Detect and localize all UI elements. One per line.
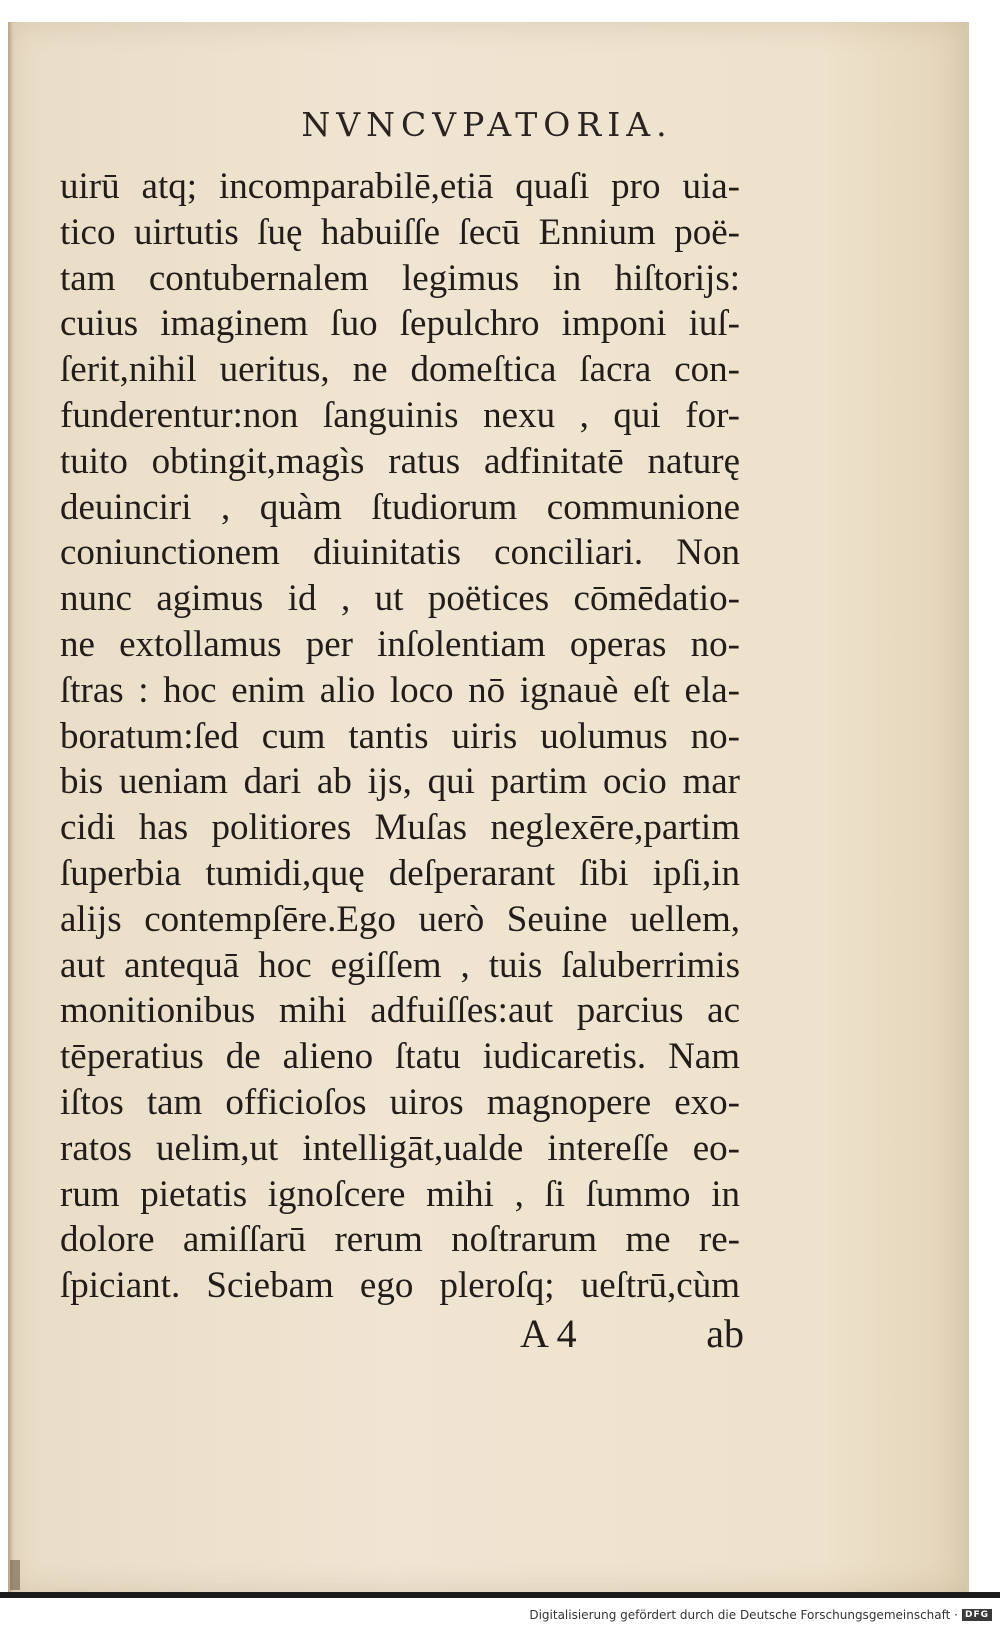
text-line: alijs contempſēre.Ego uerò Seuine uellem, [60, 898, 740, 940]
page-corner-mark [10, 1560, 20, 1590]
signature-mark: A 4 [520, 1311, 577, 1356]
text-line: ſtras : hoc enim alio loco nō ignauè eſt ela- [60, 669, 740, 711]
text-line: boratum:ſed cum tantis uiris uolumus no- [60, 715, 740, 757]
text-line: cuius imaginem ſuo ſepulchro imponi iuſ- [60, 303, 740, 345]
running-head: NVNCVPATORIA. [301, 105, 673, 144]
page-spine-edge [8, 22, 14, 1592]
text-line: tēperatius de alieno ſtatu iudicaretis. Nam [60, 1036, 740, 1078]
text-line: rum pietatis ignoſcere mihi , ſi ſummo in [60, 1173, 740, 1215]
text-line: deuinciri , quàm ſtudiorum communione [60, 486, 740, 528]
text-line: tico uirtutis ſuę habuiſſe ſecū Ennium poë- [60, 211, 740, 253]
dfg-logo-icon: DFG [962, 1609, 992, 1621]
credit-text: Digitalisierung gefördert durch die Deutsche Forschungsgemeinschaft · [529, 1608, 958, 1622]
text-line: ſerit,nihil ueritus, ne domeſtica ſacra con- [60, 349, 740, 391]
text-line: ſpiciant. Sciebam ego pleroſq; ueſtrū,cùm [60, 1265, 740, 1307]
text-line: coniunctionem diuinitatis conciliari. Non [60, 532, 740, 574]
text-line: tuito obtingit,magìs ratus adfinitatē naturę [60, 440, 740, 482]
text-line: monitionibus mihi adfuiſſes:aut parcius ac [60, 990, 740, 1032]
text-line: funderentur:non ſanguinis nexu , qui for- [60, 394, 740, 436]
text-line: tam contubernalem legimus in hiſtorijs: [60, 257, 740, 299]
text-line: ne extollamus per inſolentiam operas no- [60, 623, 740, 665]
scan-bottom-bar [0, 1592, 1000, 1598]
book-page [8, 22, 969, 1592]
text-line: iſtos tam officioſos uiros magnopere exo- [60, 1081, 740, 1123]
text-line: bis ueniam dari ab ijs, qui partim ocio mar [60, 761, 740, 803]
body-text [60, 164, 740, 1309]
text-line: uirū atq; incomparabilē,etiā quaſi pro uia- [60, 166, 740, 207]
digitization-credit [529, 1608, 992, 1622]
text-line: ſuperbia tumidi,quę deſperarant ſibi ipſi,in [60, 852, 740, 894]
catchword: ab [706, 1311, 744, 1356]
text-line: nunc agimus id , ut poëtices cōmēdatio- [60, 578, 740, 620]
text-line: aut antequā hoc egiſſem , tuis ſaluberrimis [60, 944, 740, 986]
text-line: ratos uelim,ut intelligāt,ualde intereſſe eo- [60, 1127, 740, 1169]
text-line: dolore amiſſarū rerum noſtrarum me re- [60, 1219, 740, 1261]
text-line: cidi has politiores Muſas neglexēre,partim [60, 807, 740, 849]
